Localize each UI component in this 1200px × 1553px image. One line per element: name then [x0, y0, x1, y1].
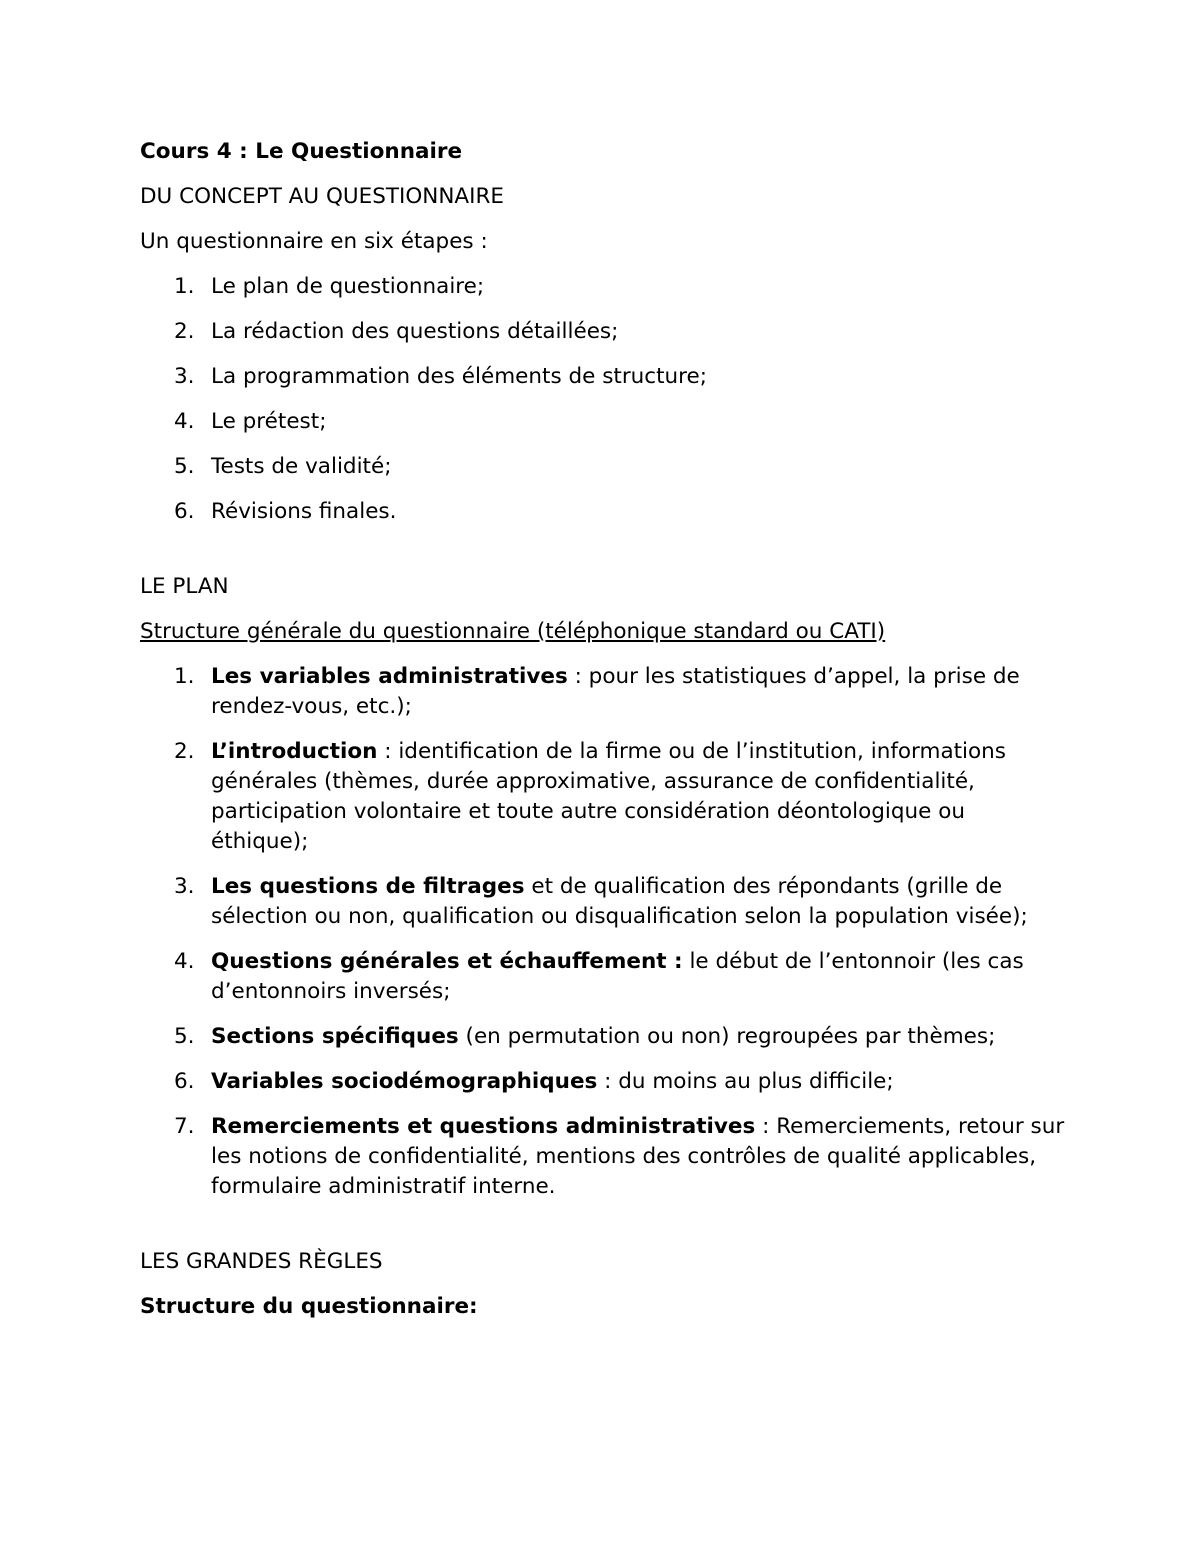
list-item-text: La rédaction des questions détaillées;: [211, 319, 619, 344]
list-item-text: : pour les statistiques d’appel, la prise de rendez-vous, etc.);: [211, 664, 1020, 719]
list-item-term: Variables sociodémographiques: [211, 1069, 598, 1094]
plan-subheading: Structure générale du questionnaire (téléphonique standard ou CATI): [140, 619, 886, 644]
list-item-text: : du moins au plus difficile;: [597, 1069, 894, 1094]
list-item-text: le début de l’entonnoir (les cas d’entonnoirs inversés;: [211, 949, 1024, 1004]
list-number: 7.: [174, 1114, 195, 1139]
list-item-term: Sections spécifiques: [211, 1024, 459, 1049]
blank-line: [140, 1217, 1065, 1247]
list-item-term: Les questions de filtrages: [211, 874, 525, 899]
document-title: Cours 4 : Le Questionnaire: [140, 139, 463, 164]
section-heading-concept: DU CONCEPT AU QUESTIONNAIRE: [140, 184, 504, 209]
list-item-text: et de qualification des répondants (grille de sélection ou non, qualification ou disqualification selon la population visée);: [211, 874, 1028, 929]
section-heading-plan: LE PLAN: [140, 574, 229, 599]
list-item-term: Questions générales et échauffement :: [211, 949, 683, 974]
list-item-text: La programmation des éléments de structure;: [211, 364, 708, 389]
list-number: 5.: [174, 454, 195, 479]
list-item-text: : Remerciements, retour sur les notions de confidentialité, mentions des contrôles de qualité applicables, formulaire administratif interne.: [211, 1114, 1065, 1199]
list-number: 6.: [174, 1069, 195, 1094]
list-item: [140, 1067, 1065, 1097]
list-item: [140, 497, 1065, 527]
list-item: [140, 272, 1065, 302]
list-number: 3.: [174, 874, 195, 899]
list-item-text: Le plan de questionnaire;: [211, 274, 485, 299]
list-item: [140, 1112, 1065, 1202]
list-item-term: Les variables administratives: [211, 664, 568, 689]
list-item: [140, 662, 1065, 722]
list-number: 2.: [174, 739, 195, 764]
list-item-term: Remerciements et questions administratives: [211, 1114, 756, 1139]
list-item: [140, 947, 1065, 1007]
list-item: [140, 737, 1065, 857]
rules-subheading: Structure du questionnaire:: [140, 1294, 478, 1319]
section-heading-rules: LES GRANDES RÈGLES: [140, 1249, 383, 1274]
steps-intro: Un questionnaire en six étapes :: [140, 229, 488, 254]
steps-list: [140, 272, 1065, 527]
list-number: 1.: [174, 664, 195, 689]
list-number: 3.: [174, 364, 195, 389]
list-item: [140, 1022, 1065, 1052]
list-item: [140, 452, 1065, 482]
list-item: [140, 872, 1065, 932]
list-item-text: Révisions finales.: [211, 499, 397, 524]
list-item-text: (en permutation ou non) regroupées par thèmes;: [458, 1024, 996, 1049]
list-item-text: Tests de validité;: [211, 454, 392, 479]
list-number: 2.: [174, 319, 195, 344]
plan-list: [140, 662, 1065, 1202]
blank-line: [140, 542, 1065, 572]
list-item: [140, 317, 1065, 347]
list-number: 5.: [174, 1024, 195, 1049]
list-item: [140, 407, 1065, 437]
list-item: [140, 362, 1065, 392]
list-number: 4.: [174, 949, 195, 974]
list-number: 1.: [174, 274, 195, 299]
list-item-text: : identification de la firme ou de l’institution, informations générales (thèmes, durée approximative, assurance de confidentialité, participation volontaire et toute autre considération déontologique ou éthique);: [211, 739, 1007, 854]
list-number: 4.: [174, 409, 195, 434]
list-item-term: L’introduction: [211, 739, 378, 764]
list-item-text: Le prétest;: [211, 409, 327, 434]
list-number: 6.: [174, 499, 195, 524]
